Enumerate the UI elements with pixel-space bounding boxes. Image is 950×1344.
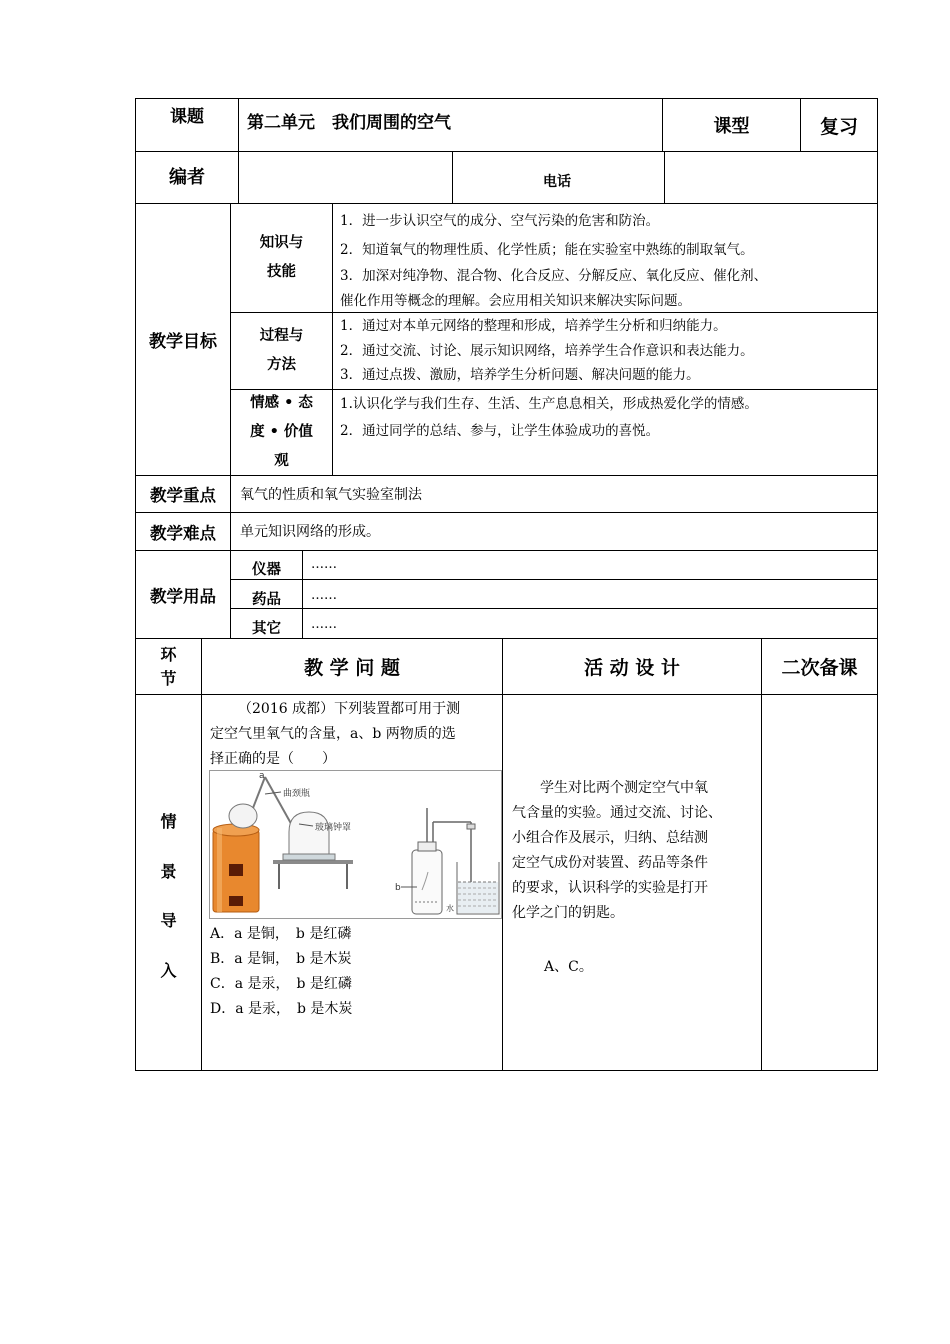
label-line: 过程与: [259, 328, 304, 344]
type-label: 课型: [713, 116, 750, 137]
objective-item: 3．通过点拨、激励，培养学生分析问题、解决问题的能力。: [340, 367, 700, 383]
objective-group-emotion-items: [340, 391, 876, 445]
stage-char: 景: [160, 861, 177, 881]
objective-group-knowledge-items: [340, 209, 876, 313]
label-a: a: [259, 771, 265, 781]
stage-char: 导: [160, 911, 177, 930]
materials-label: 教学用品: [150, 586, 216, 606]
objective-item: 1．进一步认识空气的成分、空气污染的危害和防治。: [340, 213, 660, 229]
option-c: C．a 是汞， b 是红磷: [210, 976, 352, 992]
experiment-figure: [209, 770, 502, 919]
question-line: 定空气里氧气的含量，a、b 两物质的选: [210, 726, 456, 742]
objective-item: 2．通过交流、讨论、展示知识网络，培养学生合作意识和表达能力。: [340, 342, 754, 359]
objective-item: 2．知道氧气的物理性质、化学性质；能在实验室中熟练的制取氧气。: [340, 241, 754, 258]
activity-line: 小组合作及展示，归纳、总结测: [512, 830, 708, 846]
material-row-label: 其它: [252, 620, 281, 637]
objective-item: 3．加深对纯净物、混合物、化合反应、分解反应、氧化反应、催化剂、: [340, 268, 768, 284]
option-d: D．a 是汞， b 是木炭: [210, 1001, 353, 1017]
objective-group-process-label: [231, 313, 332, 389]
phone-field[interactable]: [665, 152, 877, 203]
second-prep-cell[interactable]: [762, 695, 877, 1070]
page-title: 第二单元 我们周围的空气: [247, 113, 451, 133]
objective-item: 1.认识化学与我们生存、生活、生产息息相关，形成热爱化学的情感。: [340, 396, 758, 412]
material-row-label: 仪器: [252, 561, 281, 578]
stage-char: 入: [160, 960, 177, 980]
activity-line: 的要求，认识科学的实验是打开: [512, 880, 708, 896]
objective-item: 2．通过同学的总结、参与，让学生体验成功的喜悦。: [340, 423, 660, 439]
question-line: （2016 成都）下列装置都可用于测: [238, 701, 461, 717]
label-line: 情感 • 态: [250, 395, 313, 411]
column-second-prep-header: 二次备课: [781, 657, 858, 679]
material-row-value: ……: [311, 617, 337, 632]
activity-text: [512, 776, 760, 926]
label-b: b: [395, 883, 401, 893]
difficulty-value: 单元知识网络的形成。: [240, 524, 380, 540]
activity-line: 学生对比两个测定空气中氧: [512, 780, 708, 796]
header-char: 环: [160, 644, 177, 664]
stage-label: [136, 797, 201, 995]
question-line: 择正确的是（ ）: [210, 751, 336, 767]
label-water: 水: [446, 904, 454, 913]
activity-line: 气含量的实验。通过交流、讨论、: [512, 805, 722, 821]
phone-label: 电话: [543, 174, 571, 190]
key-point-value: 氧气的性质和氧气实验室制法: [240, 487, 422, 503]
experiment-diagram: [209, 770, 502, 919]
title-label: 课题: [170, 106, 204, 127]
objective-group-knowledge-label: [231, 204, 332, 312]
column-activity-header: 活 动 设 计: [584, 657, 680, 679]
objective-item: 催化作用等概念的理解。会应用相关知识来解决实际问题。: [340, 292, 691, 309]
objective-group-emotion-label: [231, 390, 332, 475]
material-row-value: ……: [311, 588, 337, 603]
type-value: 复习: [819, 115, 858, 138]
activity-line: 定空气成份对装置、药品等条件: [512, 855, 708, 871]
activity-line: 化学之门的钥匙。: [512, 905, 624, 921]
column-question-header: 教 学 问 题: [304, 657, 400, 679]
material-row-value: ……: [311, 557, 337, 572]
label-line: 方法: [267, 357, 296, 373]
answer-options: [210, 922, 500, 1022]
column-stage-header: [136, 639, 201, 694]
label-line: 知识与: [259, 235, 304, 251]
option-a: A．a 是铜， b 是红磷: [210, 926, 352, 942]
objective-item: 1．通过对本单元网络的整理和形成，培养学生分析和归纳能力。: [340, 318, 727, 334]
label-line: 技能: [267, 264, 296, 280]
objective-group-process-items: [340, 314, 876, 388]
question-text: [210, 697, 502, 772]
label-line: 观: [274, 453, 289, 469]
stage-char: 情: [160, 812, 177, 831]
header-char: 节: [160, 668, 177, 688]
material-row-label: 药品: [252, 591, 281, 608]
objectives-label: 教学目标: [149, 332, 217, 352]
difficulty-label: 教学难点: [150, 523, 216, 543]
key-point-label: 教学重点: [150, 486, 216, 505]
label-bell-jar: 玻璃钟罩: [315, 823, 352, 833]
author-label: 编者: [169, 167, 205, 188]
label-line: 度 • 价值: [250, 424, 313, 440]
option-b: B．a 是铜， b 是木炭: [210, 951, 352, 967]
author-field[interactable]: [239, 152, 452, 203]
activity-answer: A、C。: [530, 959, 593, 975]
label-retort: 曲颈瓶: [283, 789, 311, 799]
